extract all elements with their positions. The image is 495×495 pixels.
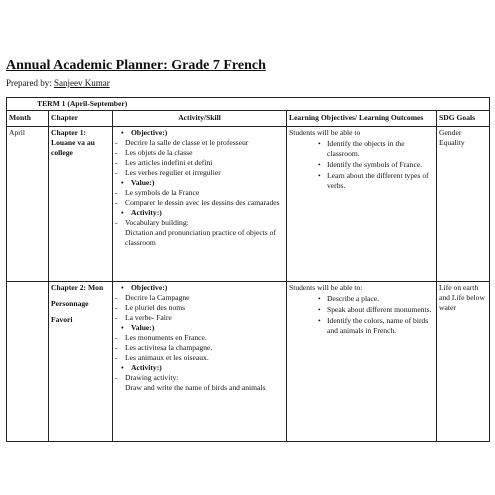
- objectives-cell: [287, 282, 437, 442]
- chapter-line: Chapter 1:: [51, 128, 87, 137]
- activity-item: - Drawing activity:: [115, 373, 284, 383]
- objective-item: - La verbe- Faire: [115, 313, 284, 323]
- objective-outcome: • Learn about the different types of verbs.: [313, 171, 434, 191]
- objectives-intro: Students will be able to: [289, 128, 361, 137]
- header-chapter: Chapter: [49, 111, 113, 127]
- table-row: [7, 127, 490, 282]
- header-month: Month: [7, 111, 49, 127]
- chapter-line: college: [51, 148, 73, 157]
- objective-item: - Le pluriel des noms: [115, 303, 284, 313]
- header-sdg: SDG Goals: [437, 111, 490, 127]
- activity-item: classroom: [125, 238, 156, 247]
- term-label: TERM 1 (April-September): [7, 98, 490, 111]
- activity-cell: [113, 282, 287, 442]
- value-item: - Comparer le dessin avec les dessins des camarades: [115, 198, 284, 208]
- value-item: - Les animaux et les oiseaux.: [115, 353, 284, 363]
- activity-cell: [113, 127, 287, 282]
- chapter-cell: [49, 282, 113, 442]
- chapter-line: Louane va au: [51, 138, 95, 147]
- prepared-by: [6, 78, 110, 88]
- chapter-cell: [49, 127, 113, 282]
- value-item: - Les monuments en France.: [115, 333, 284, 343]
- term-row: [7, 98, 490, 111]
- activity-heading: • Activity:): [115, 208, 284, 218]
- chapter-line: Chapter 2: Mon: [51, 283, 104, 292]
- table-row: [7, 282, 490, 442]
- objective-item: - Decrire la salle de classe et le professeur: [115, 138, 284, 148]
- objective-outcome: • Identify the colors, name of birds and animals in French.: [313, 316, 434, 336]
- planner-table: [6, 97, 490, 442]
- objective-outcome: • Identify the symbols of France.: [313, 160, 434, 170]
- sdg-cell: Life on earth and Life below water: [437, 282, 490, 442]
- value-heading: • Value:): [115, 178, 284, 188]
- value-item: - Les activitesa la champagne.: [115, 343, 284, 353]
- activity-item: Draw and write the name of birds and animals: [125, 383, 266, 392]
- sdg-cell: Gender Equality: [437, 127, 490, 282]
- chapter-line: Favori: [51, 315, 73, 324]
- activity-heading: • Activity:): [115, 363, 284, 373]
- objective-outcome: • Identify the objects in the classroom.: [313, 139, 434, 159]
- objective-item: - Decrire la Campagne: [115, 293, 284, 303]
- objectives-cell: [287, 127, 437, 282]
- objective-outcome: • Describe a place.: [313, 294, 434, 304]
- value-item: - Le symbols de la France: [115, 188, 284, 198]
- activity-item: Dictation and pronunciation practice of objects of: [125, 228, 276, 237]
- prepared-by-name: Sanjeev Kumar: [53, 78, 110, 88]
- prepared-by-label: Prepared by:: [6, 78, 52, 88]
- month-cell: April: [7, 127, 49, 282]
- objective-item: - Les objets de la classe: [115, 148, 284, 158]
- objective-heading: • Objective:): [115, 283, 284, 293]
- chapter-line: Personnage: [51, 299, 89, 308]
- objective-heading: • Objective:): [115, 128, 284, 138]
- page-title: Annual Academic Planner: Grade 7 French: [6, 58, 266, 73]
- header-objectives: Learning Objectives/ Learning Outcomes: [287, 111, 437, 127]
- objective-item: - Les verbes regulier et irregulier: [115, 168, 284, 178]
- header-row: [7, 111, 490, 127]
- value-heading: • Value:): [115, 323, 284, 333]
- objective-item: - Les articles indefini et defini: [115, 158, 284, 168]
- objectives-intro: Students will be able to:: [289, 283, 363, 292]
- activity-item: - Vocabulary building:: [115, 218, 284, 228]
- header-activity: Activity/Skill: [113, 111, 287, 127]
- month-cell: [7, 282, 49, 442]
- objective-outcome: • Speak about different monuments.: [313, 305, 434, 315]
